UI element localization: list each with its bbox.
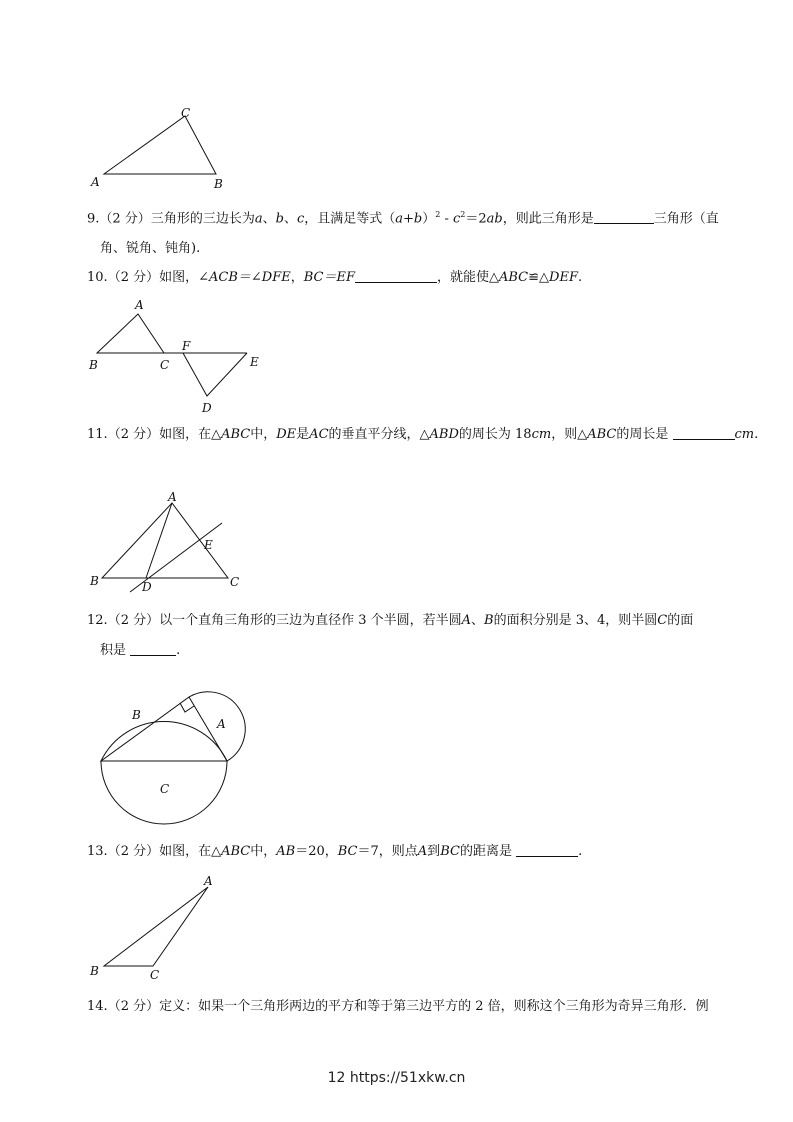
label-b: B (89, 358, 98, 372)
label-a: A (135, 298, 144, 312)
semicircle-b (101, 722, 227, 761)
label-d: D (202, 401, 212, 415)
label-b: B (214, 177, 223, 191)
triangle-bisector-figure-q11 (80, 485, 250, 595)
page-footer (0, 1070, 793, 1086)
label-f: F (182, 339, 191, 353)
question-12-line-2: 积是 . (100, 643, 181, 658)
triangle-def (183, 353, 247, 396)
triangle-abc (104, 887, 208, 966)
question-10 (87, 263, 727, 293)
question-10-line-1: 10.（2 分）如图，∠ACB＝∠DFE，BC＝EF ，就能使△ABC≌△DEF. (87, 270, 583, 285)
question-13-line-1: 13.（2 分）如图，在△ABC中，AB＝20，BC＝7，则点A到BC的距离是 . (87, 844, 583, 859)
label-c: C (150, 968, 160, 982)
label-c: C (181, 106, 191, 120)
segment-ad (146, 503, 172, 578)
question-9-line-2: 角、锐角、钝角). (100, 241, 201, 257)
label-c: C (160, 782, 170, 796)
question-14 (87, 992, 727, 1022)
footer-url[interactable]: https://51xkw.cn (349, 1070, 466, 1086)
label-e: E (250, 355, 259, 369)
label-a: A (204, 874, 213, 888)
answer-blank-q13[interactable] (516, 842, 578, 857)
two-triangles-figure-q10 (80, 295, 280, 420)
answer-blank-q10[interactable] (355, 268, 437, 283)
obtuse-triangle-figure-q13 (80, 870, 240, 985)
right-angle-mark (180, 703, 194, 712)
question-13 (87, 837, 727, 867)
label-a: A (168, 490, 177, 504)
page-number: 12 (327, 1070, 346, 1086)
answer-blank-q12[interactable] (130, 641, 176, 656)
question-12-line-1: 12.（2 分）以一个直角三角形的三边为直径作 3 个半圆，若半圆A、B的面积分别是 3、4，则半圆C的面 (87, 613, 694, 628)
question-12 (87, 606, 727, 666)
triangle-abc (104, 116, 216, 174)
answer-blank-q9[interactable] (594, 209, 654, 224)
question-14-line-1: 14.（2 分）定义：如果一个三角形两边的平方和等于第三边平方的 2 倍，则称这个三角形为奇异三角形．例 (87, 999, 709, 1014)
question-9 (87, 200, 727, 264)
question-11-line-1: 11.（2 分）如图，在△ABC中，DE是AC的垂直平分线，△ABD的周长为 18cm，则△ABC的周长是 cm. (87, 427, 759, 442)
label-d: D (142, 580, 152, 594)
question-9-line-1: 9.（2 分）三角形的三边长为a、b、c，且满足等式$(a+b)^2 - c^2=2ab$，则此三角形是 三角形（直 (87, 210, 719, 227)
label-b: B (90, 964, 99, 978)
label-c: C (160, 358, 170, 372)
question-11 (87, 420, 759, 450)
right-triangle (101, 697, 227, 761)
label-b: B (132, 708, 141, 722)
triangle-abc (97, 314, 164, 353)
label-a: A (217, 717, 226, 731)
answer-blank-q11[interactable] (673, 425, 735, 440)
label-c: C (230, 575, 240, 589)
semicircles-figure-q12 (80, 670, 260, 840)
label-a: A (91, 175, 100, 189)
label-b: B (90, 574, 99, 588)
label-e: E (204, 538, 213, 552)
triangle-figure-q8 (80, 100, 250, 195)
